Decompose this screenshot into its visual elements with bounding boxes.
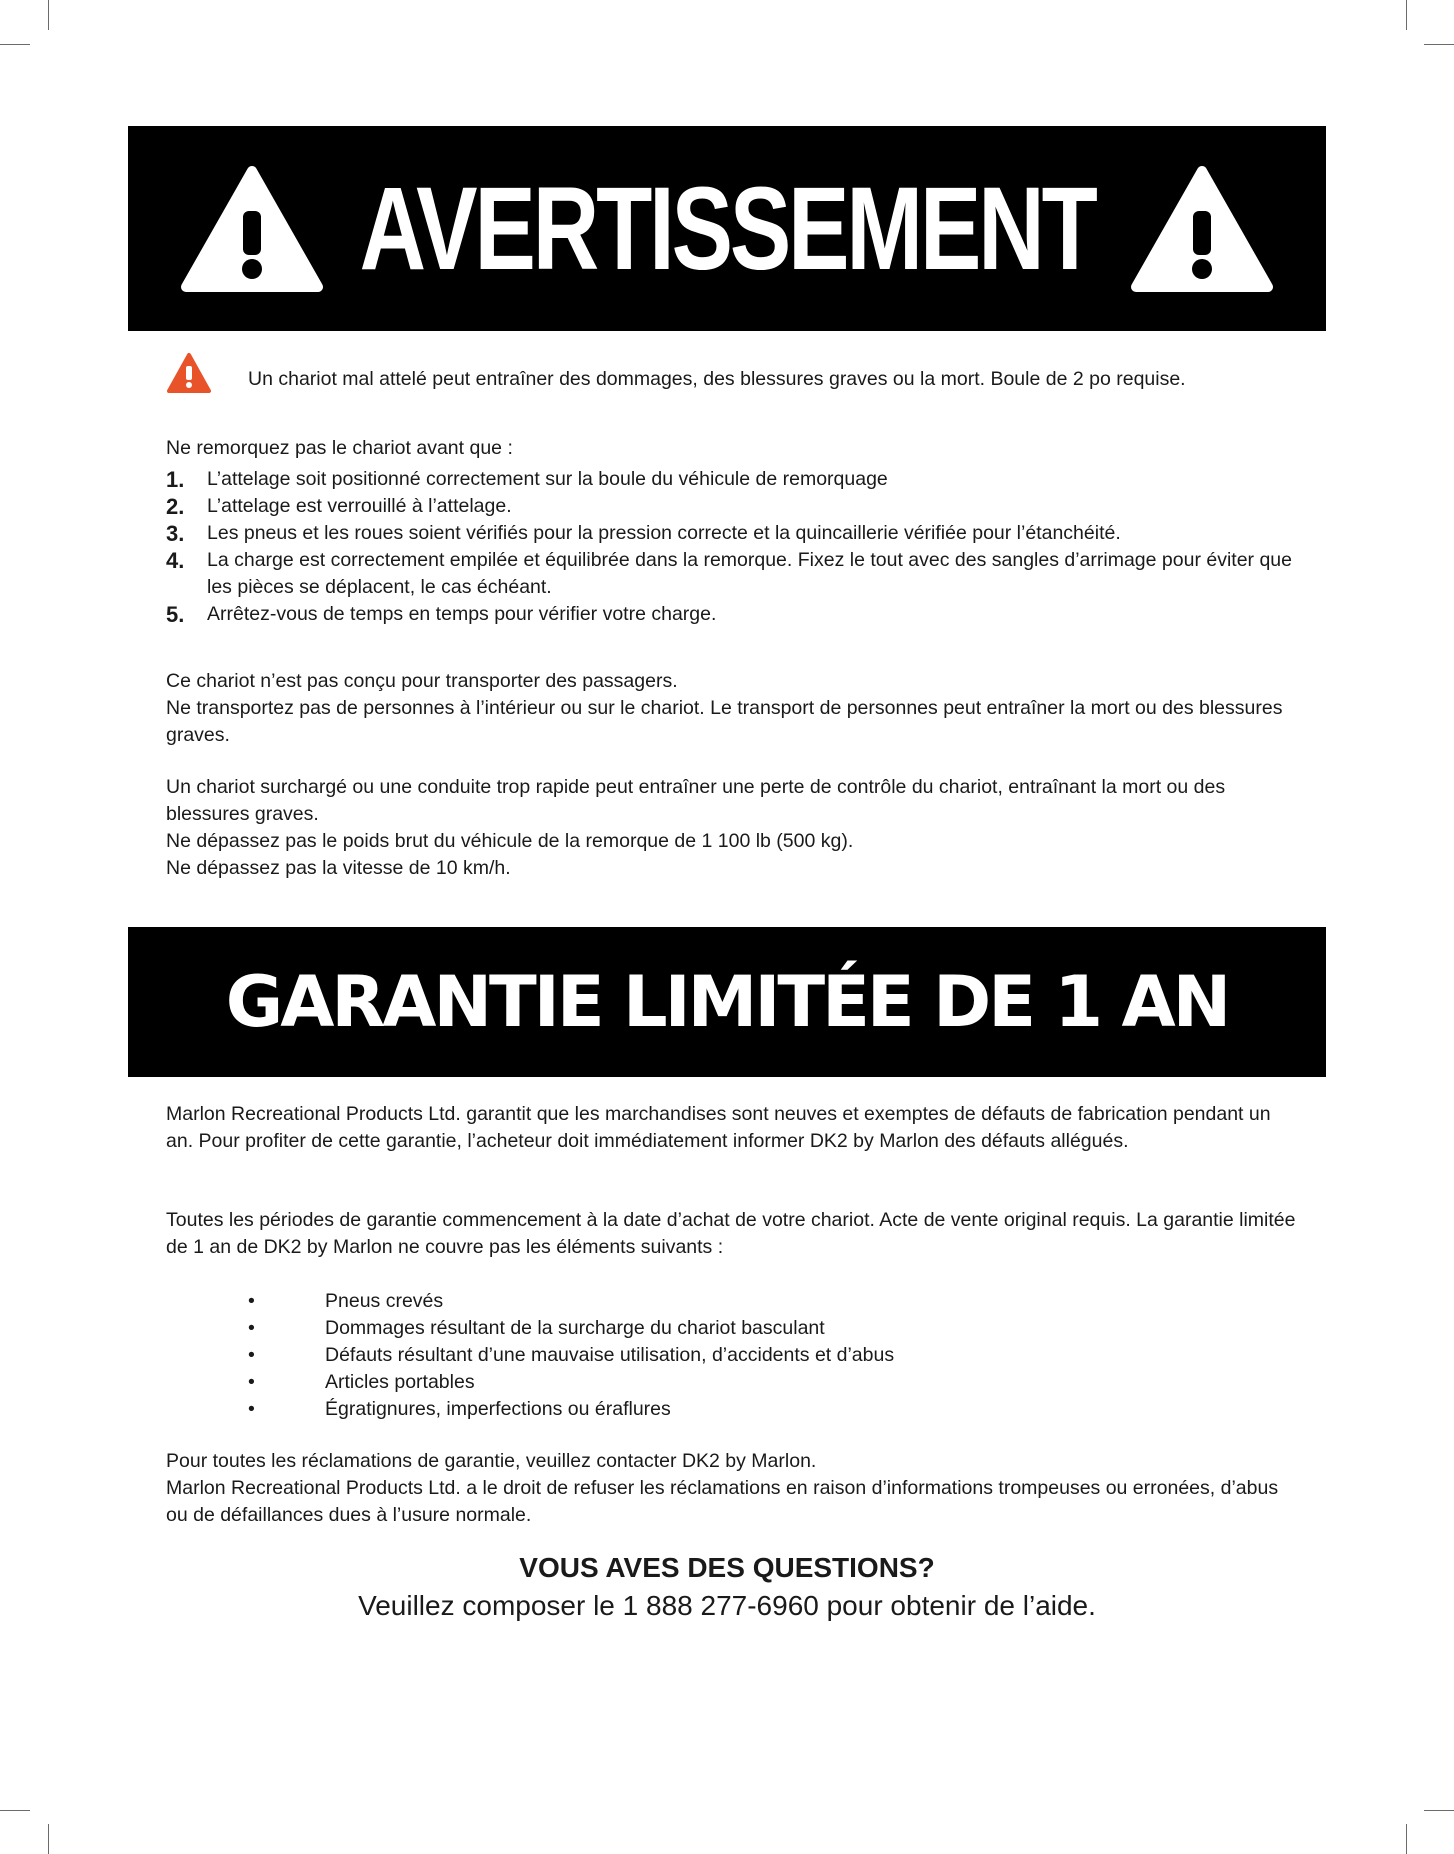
warranty-text: Marlon Recreational Products Ltd. garantit que les marchandises sont neuves et exemptes de défauts de fabrication pendant un an. Pour profiter de cette garantie, l’acheteur doit immédiatement informer DK2 by Marlon des défauts allégués. (166, 1103, 1271, 1152)
list-item (166, 1315, 1296, 1342)
step-text: Arrêtez-vous de temps en temps pour vérifier votre charge. (207, 603, 717, 625)
exclusion-text: Égratignures, imperfections ou éraflures (325, 1398, 671, 1420)
overload-line: Ne dépassez pas le poids brut du véhicule de la remorque de 1 100 lb (500 kg). (166, 830, 854, 852)
step-number: 3. (166, 521, 185, 546)
step-number: 4. (166, 548, 185, 573)
bullet-icon: • (248, 1317, 255, 1339)
list-item (166, 547, 1296, 601)
exclusions-list (166, 1288, 1296, 1423)
overload-warning (166, 774, 1296, 882)
list-item (166, 1396, 1296, 1423)
list-item (166, 1288, 1296, 1315)
bullet-icon: • (248, 1398, 255, 1420)
warning-triangle-icon (166, 352, 212, 394)
crop-mark (1406, 1824, 1407, 1854)
towing-steps (166, 466, 1296, 628)
step-text: Les pneus et les roues soient vérifiés pour la pression correcte et la quincaillerie vérifiée pour l’étanchéité. (207, 522, 1121, 544)
list-item (166, 1342, 1296, 1369)
warning-banner (128, 126, 1326, 331)
warranty-text: Toutes les périodes de garantie commencement à la date d’achat de votre chariot. Acte de vente original requis. La garantie limitée de 1 an de DK2 by Marlon ne couvre pas les éléments suivants : (166, 1209, 1296, 1258)
step-text: L’attelage soit positionné correctement sur la boule du véhicule de remorquage (207, 468, 888, 490)
list-item (166, 1369, 1296, 1396)
crop-mark (0, 44, 30, 45)
exclusion-text: Dommages résultant de la surcharge du chariot basculant (325, 1317, 825, 1339)
phone-line: Veuillez composer le 1 888 277-6960 pour obtenir de l’aide. (358, 1590, 1096, 1621)
warranty-banner (128, 927, 1326, 1077)
claims-text: Pour toutes les réclamations de garantie, veuillez contacter DK2 by Marlon. (166, 1450, 817, 1472)
list-item (166, 601, 1296, 628)
crop-mark (1424, 44, 1454, 45)
crop-mark (48, 0, 49, 30)
warning-triangle-icon (178, 163, 326, 295)
step-text: La charge est correctement empilée et équilibrée dans la remorque. Fixez le tout avec des sangles d’arrimage pour éviter que les pièces se déplacent, le cas échéant. (207, 549, 1293, 598)
contact-section (128, 1552, 1326, 1622)
list-item (166, 466, 1296, 493)
passengers-line: Ne transportez pas de personnes à l’intérieur ou sur le chariot. Le transport de personnes peut entraîner la mort ou des blessures graves. (166, 697, 1283, 746)
warranty-paragraph (166, 1101, 1296, 1155)
step-number: 1. (166, 467, 185, 492)
warranty-title: GARANTIE LIMITÉE DE 1 AN (225, 961, 1229, 1043)
overload-line: Un chariot surchargé ou une conduite trop rapide peut entraîner une perte de contrôle du chariot, entraînant la mort ou des blessures graves. (166, 776, 1226, 825)
questions-heading: VOUS AVES DES QUESTIONS? (519, 1552, 935, 1583)
bullet-icon: • (248, 1371, 255, 1393)
bullet-icon: • (248, 1344, 255, 1366)
warning-triangle-icon (1128, 163, 1276, 295)
warranty-paragraph (166, 1207, 1296, 1261)
crop-mark (48, 1824, 49, 1854)
claims-text: Marlon Recreational Products Ltd. a le droit de refuser les réclamations en raison d’informations trompeuses ou erronées, d’abus ou de défaillances dues à l’usure normale. (166, 1477, 1279, 1526)
overload-line: Ne dépassez pas la vitesse de 10 km/h. (166, 857, 511, 879)
exclusion-text: Pneus crevés (325, 1290, 444, 1312)
crop-mark (1424, 1810, 1454, 1811)
passengers-line: Ce chariot n’est pas conçu pour transporter des passagers. (166, 670, 678, 692)
alert-row (166, 350, 1296, 396)
alert-text: Un chariot mal attelé peut entraîner des dommages, des blessures graves ou la mort. Boule de 2 po requise. (248, 368, 1186, 390)
bullet-icon: • (248, 1290, 255, 1312)
step-text: L’attelage est verrouillé à l’attelage. (207, 495, 512, 517)
claims-paragraph (166, 1448, 1296, 1529)
step-number: 2. (166, 494, 185, 519)
crop-mark (0, 1810, 30, 1811)
exclusion-text: Articles portables (325, 1371, 475, 1393)
warning-title: AVERTISSEMENT (359, 162, 1095, 295)
towing-instructions (166, 435, 1296, 628)
list-item (166, 520, 1296, 547)
list-item (166, 493, 1296, 520)
step-number: 5. (166, 602, 185, 627)
exclusion-text: Défauts résultant d’une mauvaise utilisation, d’accidents et d’abus (325, 1344, 895, 1366)
passengers-warning (166, 668, 1296, 749)
towing-intro: Ne remorquez pas le chariot avant que : (166, 437, 513, 459)
crop-mark (1406, 0, 1407, 30)
